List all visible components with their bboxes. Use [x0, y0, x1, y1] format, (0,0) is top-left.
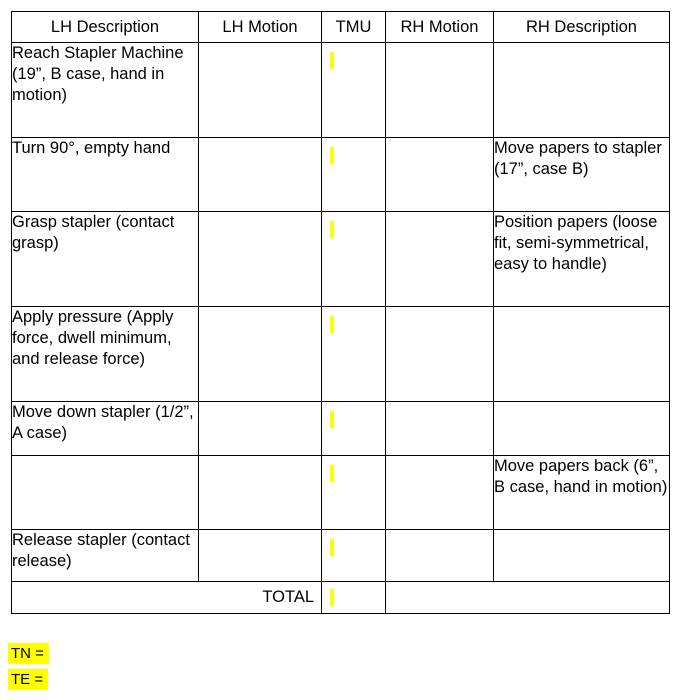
table-row: [12, 43, 670, 138]
lh-description-cell: Apply pressure (Apply force, dwell minimum, and release force): [12, 307, 199, 402]
motion-analysis-table: [11, 11, 670, 614]
rh-description-cell: [494, 530, 670, 582]
highlight-mark: [330, 52, 334, 69]
lh-motion-cell[interactable]: [199, 307, 322, 402]
rh-motion-cell[interactable]: [386, 43, 494, 138]
rh-motion-cell[interactable]: [386, 402, 494, 456]
rh-motion-cell[interactable]: [386, 307, 494, 402]
tmu-cell[interactable]: [322, 402, 386, 456]
header-row: [12, 12, 670, 43]
highlight-mark: [330, 316, 334, 333]
lh-description-cell: Turn 90°, empty hand: [12, 138, 199, 212]
lh-motion-cell[interactable]: [199, 212, 322, 307]
total-blank-cell: [386, 582, 670, 614]
rh-motion-cell[interactable]: [386, 138, 494, 212]
highlight-mark: [330, 539, 334, 556]
rh-description-cell: Move papers to stapler (17”, case B): [494, 138, 670, 212]
tmu-cell[interactable]: [322, 212, 386, 307]
tmu-cell[interactable]: [322, 307, 386, 402]
rh-description-cell: Move papers back (6”, B case, hand in motion): [494, 456, 670, 530]
lh-description-cell: Reach Stapler Machine (19”, B case, hand in motion): [12, 43, 199, 138]
total-label: TOTAL: [12, 582, 322, 614]
lh-description-cell: Move down stapler (1/2”, A case): [12, 402, 199, 456]
tmu-cell[interactable]: [322, 138, 386, 212]
lh-description-cell: [12, 456, 199, 530]
header-lh-description: LH Description: [12, 12, 199, 43]
table-row: [12, 402, 670, 456]
header-rh-description: RH Description: [494, 12, 670, 43]
lh-motion-cell[interactable]: [199, 402, 322, 456]
header-lh-motion: LH Motion: [199, 12, 322, 43]
table-row: [12, 307, 670, 402]
lh-motion-cell[interactable]: [199, 43, 322, 138]
tmu-cell[interactable]: [322, 530, 386, 582]
highlight-mark: [330, 465, 334, 482]
highlight-mark: [330, 221, 334, 238]
table-row: [12, 212, 670, 307]
rh-description-cell: [494, 402, 670, 456]
highlight-mark: [330, 411, 334, 428]
table-row: [12, 530, 670, 582]
total-tmu-cell[interactable]: [322, 582, 386, 614]
lh-motion-cell[interactable]: [199, 456, 322, 530]
te-label: TE =: [8, 669, 48, 690]
rh-description-cell: [494, 43, 670, 138]
lh-description-cell: Release stapler (contact release): [12, 530, 199, 582]
lh-description-cell: Grasp stapler (contact grasp): [12, 212, 199, 307]
table-row: [12, 138, 670, 212]
header-tmu: TMU: [322, 12, 386, 43]
table-row: [12, 456, 670, 530]
tmu-cell[interactable]: [322, 456, 386, 530]
rh-description-cell: [494, 307, 670, 402]
rh-motion-cell[interactable]: [386, 456, 494, 530]
rh-description-cell: Position papers (loose fit, semi-symmetrical, easy to handle): [494, 212, 670, 307]
total-row: [12, 582, 670, 614]
highlight-mark: [330, 589, 334, 606]
header-rh-motion: RH Motion: [386, 12, 494, 43]
rh-motion-cell[interactable]: [386, 530, 494, 582]
lh-motion-cell[interactable]: [199, 138, 322, 212]
lh-motion-cell[interactable]: [199, 530, 322, 582]
tmu-cell[interactable]: [322, 43, 386, 138]
rh-motion-cell[interactable]: [386, 212, 494, 307]
tn-label: TN =: [8, 643, 49, 664]
highlight-mark: [330, 147, 334, 164]
